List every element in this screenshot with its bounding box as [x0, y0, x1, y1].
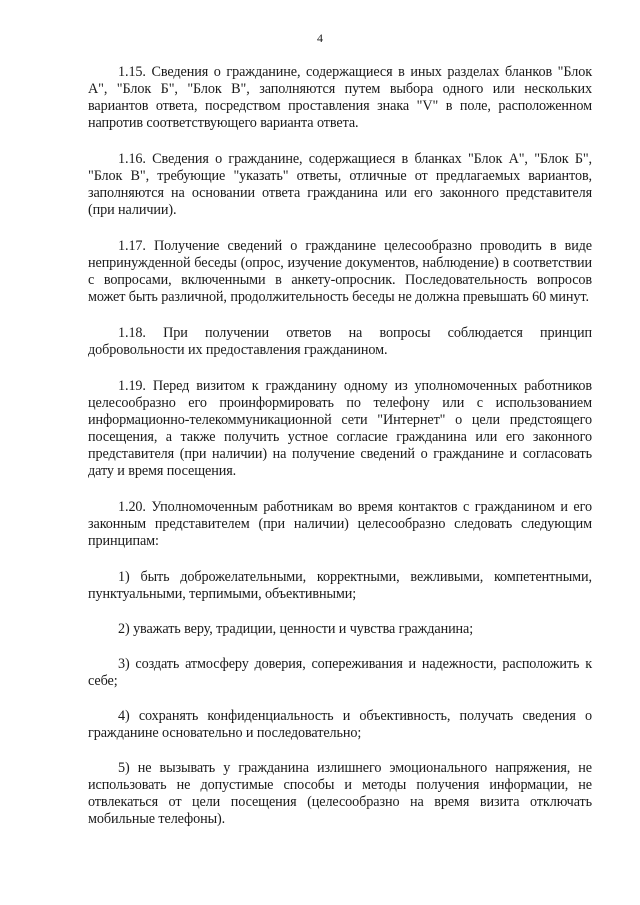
list-item-5: 5) не вызывать у гражданина излишнего эмоционального напряжения, не использовать не допустимые способы и методы получения информации, не отвлекаться от цели посещения (целесообразно на время визита отключать мобильные телефоны).: [88, 760, 592, 827]
paragraph-1-20: 1.20. Уполномоченным работникам во время контактов с гражданином и его законным представителем (при наличии) целесообразно следовать следующим принципам:: [88, 499, 592, 549]
document-body: [88, 64, 592, 846]
paragraph-1-19: 1.19. Перед визитом к гражданину одному из уполномоченных работников целесообразно его проинформировать по телефону или с использованием информационно-телекоммуникационной сети "Интернет" о цели предстоящего посещения, а также получить устное согласие гражданина или его законного представителя (при наличии) на получение сведений о гражданине и согласовать дату и время посещения.: [88, 378, 592, 479]
list-item-4: 4) сохранять конфиденциальность и объективность, получать сведения о гражданине основательно и последовательно;: [88, 708, 592, 741]
paragraph-1-15: 1.15. Сведения о гражданине, содержащиеся в иных разделах бланков "Блок А", "Блок Б", "Блок В", заполняются путем выбора одного или нескольких вариантов ответа, посредством проставления знака "V" в поле, расположенном напротив соответствующего варианта ответа.: [88, 64, 592, 131]
page-number: 4: [317, 31, 323, 45]
list-item-3: 3) создать атмосферу доверия, сопереживания и надежности, расположить к себе;: [88, 656, 592, 689]
paragraph-1-18: 1.18. При получении ответов на вопросы соблюдается принцип добровольности их предоставления гражданином.: [88, 325, 592, 358]
list-item-1: 1) быть доброжелательными, корректными, вежливыми, компетентными, пунктуальными, терпимыми, объективными;: [88, 569, 592, 602]
list-item-2: 2) уважать веру, традиции, ценности и чувства гражданина;: [118, 621, 474, 637]
paragraph-1-17: 1.17. Получение сведений о гражданине целесообразно проводить в виде непринужденной беседы (опрос, изучение документов, наблюдение) в соответствии с вопросами, включенными в анкету-опросник. Последовательность вопросов может быть различной, продолжительность беседы не должна превышать 60 минут.: [88, 238, 592, 305]
paragraph-1-16: 1.16. Сведения о гражданине, содержащиеся в бланках "Блок А", "Блок Б", "Блок В", требующие "указать" ответы, отличные от предлагаемых вариантов, заполняются на основании ответа гражданина или его законного представителя (при наличии).: [88, 151, 592, 218]
